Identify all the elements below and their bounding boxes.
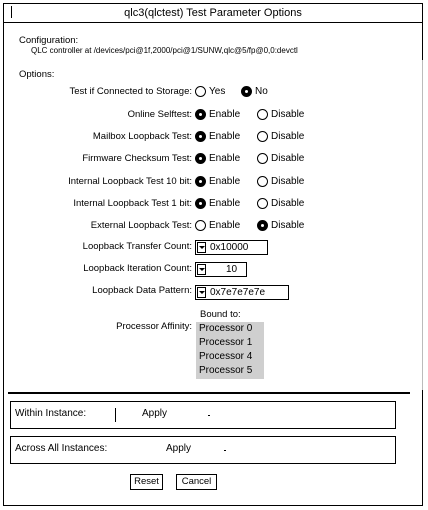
radio-circle-icon — [241, 86, 252, 97]
radio-label: No — [255, 86, 268, 97]
option-label: Online Selftest: — [127, 109, 192, 120]
data-pattern-value: 0x7e7e7e7e — [210, 287, 266, 298]
option-label: External Loopback Test: — [90, 220, 192, 231]
within-instance-label: Within Instance: — [15, 408, 87, 419]
option-label: Test if Connected to Storage: — [69, 86, 192, 97]
configuration-label: Configuration: — [19, 35, 79, 46]
window-title: qlc3(qlctest) Test Parameter Options — [124, 7, 302, 19]
radio-circle-icon — [257, 176, 268, 187]
radio-label: Enable — [209, 198, 241, 209]
separator — [8, 392, 410, 394]
radio-circle-icon — [257, 153, 268, 164]
radio-circle-icon — [195, 131, 206, 142]
radio-label: Enable — [209, 153, 241, 164]
processor-item[interactable]: Processor 0 — [199, 323, 253, 334]
divider — [115, 408, 116, 422]
iteration-count-value: 10 — [226, 264, 238, 275]
iteration-count-label: Loopback Iteration Count: — [83, 263, 192, 274]
radio-circle-icon — [195, 86, 206, 97]
radio-label: Enable — [209, 109, 241, 120]
radio-circle-icon — [257, 131, 268, 142]
within-instance-group — [10, 401, 396, 429]
radio-label: Disable — [271, 153, 305, 164]
within-instance-apply[interactable]: Apply — [142, 408, 168, 419]
menu-indicator-icon — [224, 450, 226, 451]
processor-affinity-label: Processor Affinity: — [116, 321, 192, 332]
spin-down-icon[interactable] — [197, 264, 206, 275]
radio-circle-icon — [195, 109, 206, 120]
radio-label: Disable — [271, 220, 305, 231]
processor-list[interactable] — [196, 322, 264, 379]
iteration-count-field[interactable] — [195, 262, 247, 277]
radio-label: Disable — [271, 198, 305, 209]
radio-label: Disable — [271, 131, 305, 142]
radio-circle-icon — [195, 198, 206, 209]
spin-down-icon[interactable] — [197, 242, 206, 253]
radio-circle-icon — [195, 153, 206, 164]
radio-label: Yes — [209, 86, 226, 97]
title-bar — [4, 4, 422, 23]
reset-button[interactable]: Reset — [130, 474, 163, 490]
transfer-count-value: 0x10000 — [210, 242, 249, 253]
radio-label: Enable — [209, 131, 241, 142]
spin-down-icon[interactable] — [197, 287, 206, 298]
across-instances-label: Across All Instances: — [15, 443, 108, 454]
radio-label: Enable — [209, 220, 241, 231]
scrollbar[interactable] — [422, 60, 423, 390]
menu-indicator-icon — [208, 415, 210, 416]
processor-item[interactable]: Processor 5 — [199, 365, 253, 376]
data-pattern-field[interactable] — [195, 285, 289, 300]
option-label: Firmware Checksum Test: — [82, 153, 192, 164]
option-label: Mailbox Loopback Test: — [92, 131, 192, 142]
data-pattern-label: Loopback Data Pattern: — [92, 285, 192, 296]
radio-circle-icon — [257, 109, 268, 120]
bound-to-label: Bound to: — [200, 309, 241, 320]
processor-item[interactable]: Processor 4 — [199, 351, 253, 362]
window-menu-icon[interactable] — [11, 6, 12, 18]
across-instances-apply[interactable]: Apply — [166, 443, 192, 454]
radio-circle-icon — [257, 220, 268, 231]
radio-label: Disable — [271, 176, 305, 187]
across-instances-group — [10, 436, 396, 464]
transfer-count-field[interactable] — [195, 240, 268, 255]
radio-circle-icon — [257, 198, 268, 209]
radio-circle-icon — [195, 176, 206, 187]
radio-label: Enable — [209, 176, 241, 187]
configuration-path: QLC controller at /devices/pci@1f,2000/pci@1/SUNW,qlc@5/fp@0,0:devctl — [31, 46, 298, 55]
options-label: Options: — [19, 69, 55, 80]
option-label: Internal Loopback Test 1 bit: — [73, 198, 192, 209]
cancel-button[interactable]: Cancel — [176, 474, 217, 490]
processor-item[interactable]: Processor 1 — [199, 337, 253, 348]
option-label: Internal Loopback Test 10 bit: — [68, 176, 192, 187]
radio-circle-icon — [195, 220, 206, 231]
radio-label: Disable — [271, 109, 305, 120]
transfer-count-label: Loopback Transfer Count: — [82, 241, 192, 252]
